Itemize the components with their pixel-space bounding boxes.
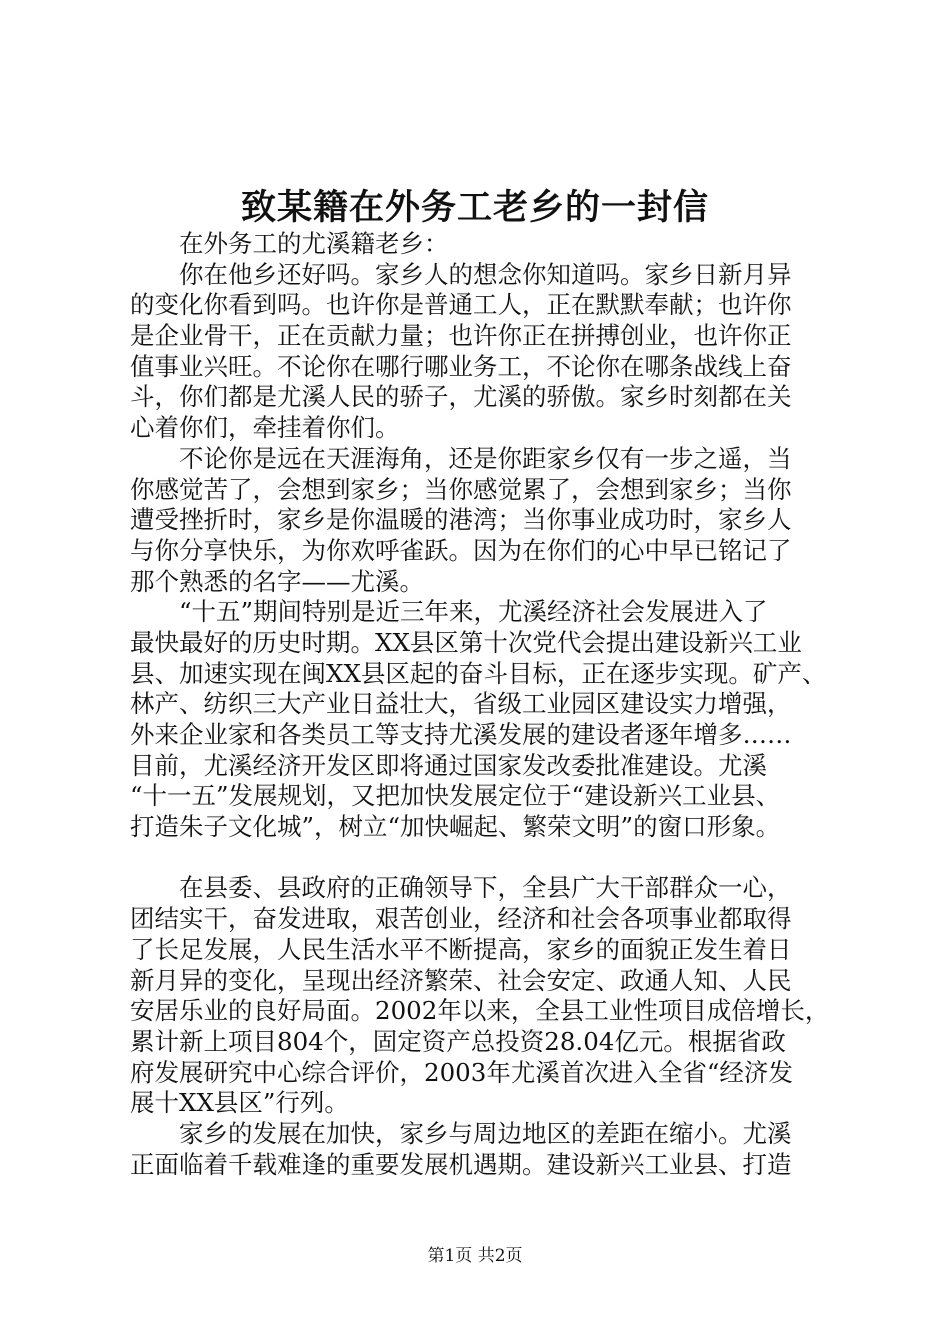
page-footer: 第1页 共2页 — [427, 1246, 523, 1266]
body-line: 那个熟悉的名字——尤溪。 — [130, 566, 424, 596]
body-line: 新月异的变化，呈现出经济繁荣、社会安定、政通人知、人民 — [130, 965, 792, 995]
body-line: 值事业兴旺。不论你在哪行哪业务工，不论你在哪条战线上奋 — [130, 351, 792, 381]
body-line: 你在他乡还好吗。家乡人的想念你知道吗。家乡日新月异 — [130, 259, 792, 289]
body-line: 安居乐业的良好局面。2002年以来，全县工业性项目成倍增长， — [130, 996, 830, 1026]
body-line: 目前，尤溪经济开发区即将通过国家发改委批准建设。尤溪 — [130, 750, 767, 780]
body-line: 家乡的发展在加快，家乡与周边地区的差距在缩小。尤溪 — [130, 1118, 792, 1148]
document-body — [130, 229, 830, 1180]
body-line: 府发展研究中心综合评价，2003年尤溪首次进入全省“经济发 — [130, 1057, 793, 1087]
body-line: 心着你们，牵挂着你们。 — [130, 413, 400, 443]
body-line: 遭受挫折时，家乡是你温暖的港湾；当你事业成功时，家乡人 — [130, 505, 792, 535]
body-line: 正面临着千载难逢的重要发展机遇期。建设新兴工业县、打造 — [130, 1149, 792, 1179]
body-line: 打造朱子文化城”，树立“加快崛起、繁荣文明”的窗口形象。 — [130, 812, 781, 842]
body-line: 县、加速实现在闽XX县区起的奋斗目标，正在逐步实现。矿产、 — [130, 658, 827, 688]
body-line: 林产、纺织三大产业日益壮大，省级工业园区建设实力增强， — [130, 689, 792, 719]
body-line: 是企业骨干，正在贡献力量；也许你正在拼搏创业，也许你正 — [130, 321, 792, 351]
body-line: 团结实干，奋发进取，艰苦创业，经济和社会各项事业都取得 — [130, 904, 792, 934]
body-line: “十五”期间特别是近三年来，尤溪经济社会发展进入了 — [130, 597, 768, 627]
body-line: 斗，你们都是尤溪人民的骄子，尤溪的骄傲。家乡时刻都在关 — [130, 382, 792, 412]
body-line: 不论你是远在天涯海角，还是你距家乡仅有一步之遥，当 — [130, 443, 792, 473]
body-line: 累计新上项目804个，固定资产总投资28.04亿元。根据省政 — [130, 1026, 786, 1056]
body-line: 最快最好的历史时期。XX县区第十次党代会提出建设新兴工业 — [130, 627, 802, 657]
document-title: 致某籍在外务工老乡的一封信 — [240, 187, 709, 228]
body-line: 在县委、县政府的正确领导下，全县广大干部群众一心， — [130, 873, 792, 903]
body-line: 展十XX县区”行列。 — [130, 1088, 349, 1118]
body-line: 你感觉苦了，会想到家乡；当你感觉累了，会想到家乡；当你 — [130, 474, 792, 504]
body-line: “十一五”发展规划，又把加快发展定位于“建设新兴工业县、 — [130, 781, 781, 811]
body-line: 外来企业家和各类员工等支持尤溪发展的建设者逐年增多…… — [130, 720, 792, 749]
body-line: 与你分享快乐，为你欢呼雀跃。因为在你们的心中早已铭记了 — [130, 535, 792, 565]
body-line: 的变化你看到吗。也许你是普通工人，正在默默奉献；也许你 — [130, 290, 792, 320]
paragraph-gap — [130, 843, 830, 874]
body-line: 在外务工的尤溪籍老乡： — [130, 229, 449, 258]
body-line: 了长足发展，人民生活水平不断提高，家乡的面貌正发生着日 — [130, 934, 792, 964]
